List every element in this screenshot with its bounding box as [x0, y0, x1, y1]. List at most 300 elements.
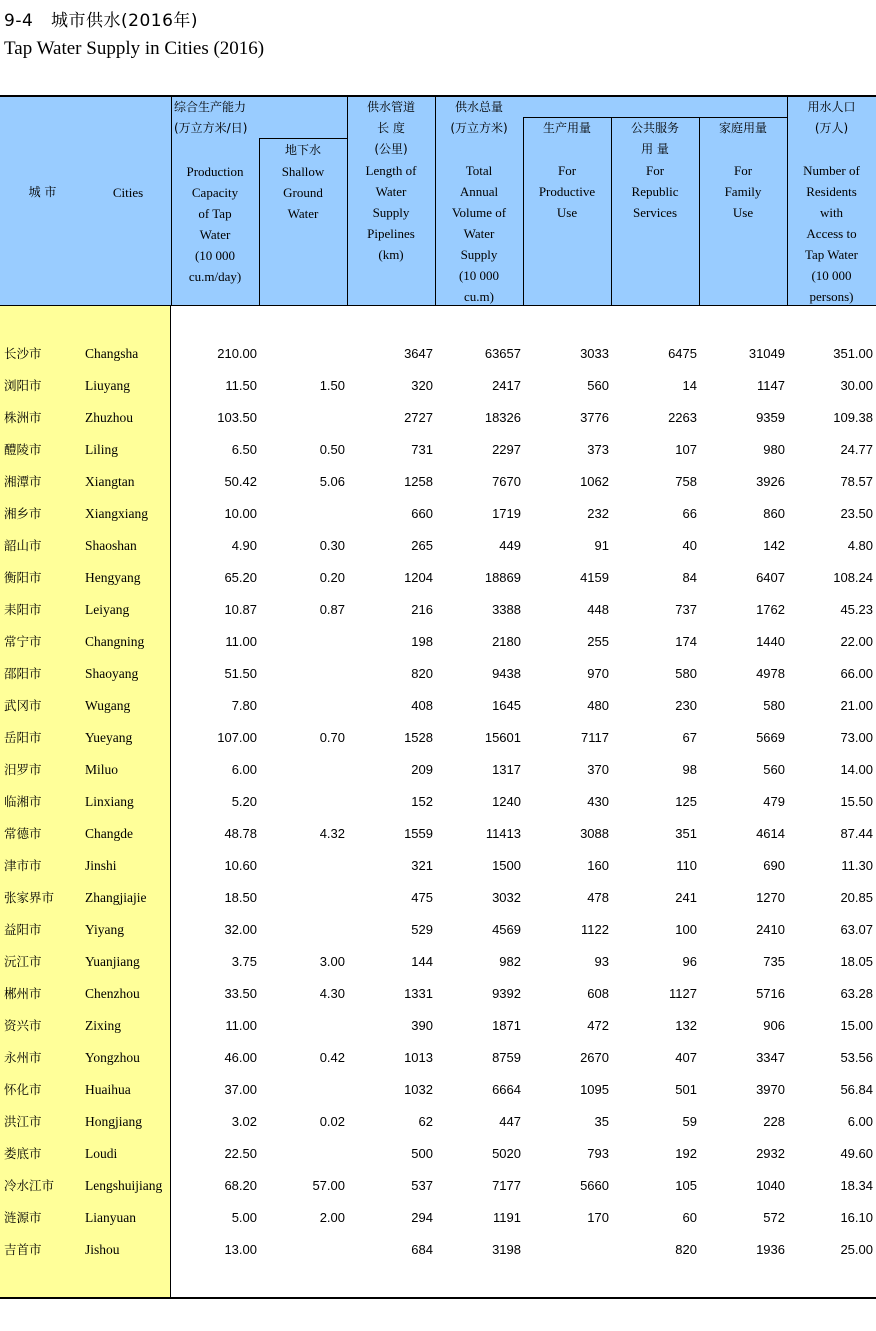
family-use-cell: 735: [763, 954, 785, 969]
capacity-cell: 10.00: [224, 506, 257, 521]
total-supply-cell: 447: [499, 1114, 521, 1129]
family-use-cell: 228: [763, 1114, 785, 1129]
family-use-cell: 1040: [756, 1178, 785, 1193]
public-use-cell: 59: [682, 1114, 697, 1129]
residents-cell: 22.00: [840, 634, 873, 649]
family-use-cell: 1270: [756, 890, 785, 905]
family-use-cell: 4614: [756, 826, 785, 841]
residents-cell: 56.84: [840, 1082, 873, 1097]
total-supply-cell: 2297: [492, 442, 521, 457]
total-supply-cell: 7177: [492, 1178, 521, 1193]
capacity-cell: 22.50: [224, 1146, 257, 1161]
table-row: [0, 1240, 876, 1260]
table-row: [0, 952, 876, 972]
city-name-en: Liuyang: [85, 378, 130, 393]
pipeline-length-cell: 529: [411, 922, 433, 937]
public-use-cell: 580: [675, 666, 697, 681]
public-use-cell: 6475: [668, 346, 697, 361]
city-name-cn: 冷水江市: [4, 1178, 55, 1193]
table-row: [0, 760, 876, 780]
total-supply-cell: 3198: [492, 1242, 521, 1257]
city-name-en: Miluo: [85, 762, 119, 777]
table-row: [0, 1112, 876, 1132]
city-name-cn: 衡阳市: [4, 570, 42, 585]
total-supply-cell: 7670: [492, 474, 521, 489]
residents-cell: 49.60: [840, 1146, 873, 1161]
total-supply-cell: 4569: [492, 922, 521, 937]
public-use-cell: 67: [682, 730, 697, 745]
table-row: [0, 568, 876, 588]
table-bottom-rule: [0, 1297, 876, 1299]
public-use-cell: 132: [675, 1018, 697, 1033]
public-use-cell: 96: [682, 954, 697, 969]
public-use-cell: 174: [675, 634, 697, 649]
total-supply-cell: 3388: [492, 602, 521, 617]
pipeline-length-cell: 2727: [404, 410, 433, 425]
productive-use-cell: 430: [587, 794, 609, 809]
city-name-en: Zhangjiajie: [85, 890, 147, 905]
total-supply-cell: 1317: [492, 762, 521, 777]
city-name-en: Wugang: [85, 698, 131, 713]
table-row: [0, 376, 876, 396]
productive-use-cell: 4159: [580, 570, 609, 585]
city-name-cn: 醴陵市: [4, 442, 42, 457]
total-supply-cell: 1191: [493, 1210, 521, 1225]
total-supply-cell: 5020: [492, 1146, 521, 1161]
residents-cell: 87.44: [840, 826, 873, 841]
total-supply-cell: 9392: [492, 986, 521, 1001]
pipeline-length-cell: 820: [411, 666, 433, 681]
productive-use-cell: 91: [594, 538, 609, 553]
family-use-cell: 980: [763, 442, 785, 457]
public-use-cell: 192: [675, 1146, 697, 1161]
pipeline-length-cell: 294: [411, 1210, 433, 1225]
pipeline-length-cell: 1032: [404, 1082, 433, 1097]
family-use-cell: 2932: [756, 1146, 785, 1161]
total-supply-cell: 6664: [492, 1082, 521, 1097]
family-use-cell: 3926: [756, 474, 785, 489]
public-use-cell: 14: [682, 378, 697, 393]
city-name-en: Leiyang: [85, 602, 130, 617]
capacity-cell: 103.50: [217, 410, 257, 425]
pipeline-length-cell: 1528: [404, 730, 433, 745]
groundwater-cell: 4.30: [319, 986, 345, 1001]
city-name-cn: 洪江市: [4, 1114, 42, 1129]
header-city-cn: 城 市: [28, 185, 57, 199]
groundwater-cell: 1.50: [319, 378, 345, 393]
productive-use-cell: 232: [587, 506, 609, 521]
city-name-en: Changde: [85, 826, 133, 841]
pipeline-length-cell: 660: [411, 506, 433, 521]
city-name-cn: 永州市: [4, 1050, 42, 1065]
residents-cell: 21.00: [840, 698, 873, 713]
table-number: 9-4: [4, 11, 34, 31]
residents-cell: 108.24: [833, 570, 873, 585]
total-supply-cell: 15601: [484, 730, 521, 745]
capacity-cell: 33.50: [224, 986, 257, 1001]
city-name-cn: 娄底市: [4, 1146, 42, 1161]
city-name-cn: 长沙市: [4, 346, 42, 361]
city-name-en: Hengyang: [85, 570, 141, 585]
table-row: [0, 920, 876, 940]
family-use-cell: 906: [763, 1018, 785, 1033]
table-row: [0, 632, 876, 652]
productive-use-cell: 2670: [580, 1050, 609, 1065]
capacity-cell: 6.50: [231, 442, 257, 457]
productive-use-cell: 5660: [580, 1178, 609, 1193]
city-name-en: Yueyang: [85, 730, 133, 745]
capacity-cell: 7.80: [231, 698, 257, 713]
total-supply-cell: 2417: [492, 378, 521, 393]
city-name-cn: 常宁市: [4, 634, 42, 649]
productive-use-cell: 93: [594, 954, 609, 969]
capacity-cell: 210.00: [217, 346, 257, 361]
city-name-cn: 临湘市: [4, 794, 42, 809]
city-name-cn: 邵阳市: [4, 666, 42, 681]
city-name-cn: 岳阳市: [4, 730, 42, 745]
groundwater-cell: 0.30: [319, 538, 345, 553]
capacity-cell: 50.42: [224, 474, 257, 489]
public-use-cell: 230: [675, 698, 697, 713]
productive-use-cell: 472: [587, 1018, 609, 1033]
public-use-cell: 125: [675, 794, 697, 809]
table-row: [0, 664, 876, 684]
city-name-cn: 怀化市: [4, 1082, 42, 1097]
residents-cell: 18.34: [840, 1178, 873, 1193]
residents-cell: 63.07: [840, 922, 873, 937]
public-use-cell: 1127: [669, 986, 697, 1001]
public-use-cell: 241: [675, 890, 697, 905]
city-name-cn: 韶山市: [4, 538, 42, 553]
public-use-cell: 60: [682, 1210, 697, 1225]
capacity-cell: 11.00: [225, 634, 257, 649]
pipeline-length-cell: 731: [411, 442, 433, 457]
capacity-cell: 11.00: [225, 1018, 257, 1033]
pipeline-length-cell: 216: [411, 602, 433, 617]
total-supply-cell: 18326: [484, 410, 521, 425]
residents-cell: 109.38: [833, 410, 873, 425]
productive-use-cell: 1062: [580, 474, 609, 489]
table-number-title-cn: [4, 6, 198, 31]
public-use-cell: 84: [682, 570, 697, 585]
residents-cell: 78.57: [840, 474, 873, 489]
capacity-cell: 18.50: [224, 890, 257, 905]
family-use-cell: 3970: [756, 1082, 785, 1097]
city-name-en: Loudi: [85, 1146, 118, 1161]
public-use-cell: 758: [675, 474, 697, 489]
header-productive: 生产用量 For Productive Use: [538, 121, 596, 220]
family-use-cell: 572: [763, 1210, 785, 1225]
city-name-en: Linxiang: [85, 794, 134, 809]
residents-cell: 20.85: [840, 890, 873, 905]
public-use-cell: 100: [675, 922, 697, 937]
groundwater-cell: 2.00: [319, 1210, 345, 1225]
total-supply-cell: 982: [499, 954, 521, 969]
residents-cell: 25.00: [840, 1242, 873, 1257]
groundwater-cell: 0.02: [319, 1114, 345, 1129]
family-use-cell: 4978: [756, 666, 785, 681]
productive-use-cell: 3033: [580, 346, 609, 361]
capacity-cell: 10.60: [224, 858, 257, 873]
city-name-cn: 汨罗市: [4, 762, 42, 777]
capacity-cell: 48.78: [224, 826, 257, 841]
city-name-cn: 湘潭市: [4, 474, 42, 489]
city-name-en: Jinshi: [85, 858, 117, 873]
pipeline-length-cell: 408: [411, 698, 433, 713]
productive-use-cell: 370: [587, 762, 609, 777]
city-name-en: Shaoyang: [85, 666, 139, 681]
pipeline-length-cell: 320: [411, 378, 433, 393]
pipeline-length-cell: 475: [411, 890, 433, 905]
capacity-cell: 6.00: [231, 762, 257, 777]
pipeline-length-cell: 321: [411, 858, 433, 873]
total-supply-cell: 1871: [492, 1018, 521, 1033]
productive-use-cell: 448: [587, 602, 609, 617]
city-name-cn: 常德市: [4, 826, 42, 841]
family-use-cell: 1936: [756, 1242, 785, 1257]
table-row: [0, 1208, 876, 1228]
productive-use-cell: 170: [587, 1210, 609, 1225]
pipeline-length-cell: 198: [411, 634, 433, 649]
productive-use-cell: 255: [587, 634, 609, 649]
pipeline-length-cell: 1559: [404, 826, 433, 841]
capacity-cell: 46.00: [224, 1050, 257, 1065]
family-use-cell: 3347: [756, 1050, 785, 1065]
city-name-en: Yuanjiang: [85, 954, 140, 969]
public-use-cell: 737: [675, 602, 697, 617]
productive-use-cell: 608: [587, 986, 609, 1001]
family-use-cell: 9359: [756, 410, 785, 425]
family-use-cell: 479: [763, 794, 785, 809]
family-use-cell: 580: [763, 698, 785, 713]
residents-cell: 6.00: [847, 1114, 873, 1129]
pipeline-length-cell: 1258: [404, 474, 433, 489]
residents-cell: 15.00: [840, 1018, 873, 1033]
city-name-cn: 武冈市: [4, 698, 42, 713]
productive-use-cell: 480: [587, 698, 609, 713]
residents-cell: 66.00: [840, 666, 873, 681]
table-row: [0, 504, 876, 524]
productive-use-cell: 1095: [580, 1082, 609, 1097]
family-use-cell: 6407: [756, 570, 785, 585]
productive-use-cell: 3088: [580, 826, 609, 841]
total-supply-cell: 449: [499, 538, 521, 553]
residents-cell: 73.00: [840, 730, 873, 745]
capacity-cell: 32.00: [224, 922, 257, 937]
city-name-cn: 湘乡市: [4, 506, 42, 521]
residents-cell: 24.77: [840, 442, 873, 457]
table-row: [0, 1176, 876, 1196]
groundwater-cell: 0.20: [319, 570, 345, 585]
header-pipelines: 供水管道 长 度 (公里) Length of Water Supply Pipelines (km): [365, 100, 417, 262]
city-name-en: Chenzhou: [85, 986, 140, 1001]
family-use-cell: 2410: [756, 922, 785, 937]
productive-use-cell: 373: [587, 442, 609, 457]
city-name-cn: 津市市: [4, 858, 42, 873]
city-name-cn: 沅江市: [4, 954, 42, 969]
city-name-en: Liling: [85, 442, 118, 457]
residents-cell: 53.56: [840, 1050, 873, 1065]
pipeline-length-cell: 152: [411, 794, 433, 809]
total-supply-cell: 9438: [492, 666, 521, 681]
city-name-en: Yongzhou: [85, 1050, 140, 1065]
header-capacity-cn: 综合生产能力 (万立方米/日): [174, 100, 248, 135]
city-name-en: Xiangtan: [85, 474, 135, 489]
total-supply-cell: 11413: [485, 826, 521, 841]
total-supply-cell: 1645: [492, 698, 521, 713]
table-title-en: Tap Water Supply in Cities (2016): [4, 38, 265, 59]
public-use-cell: 107: [675, 442, 697, 457]
family-use-cell: 860: [763, 506, 785, 521]
residents-cell: 45.23: [840, 602, 873, 617]
capacity-cell: 37.00: [224, 1082, 257, 1097]
public-use-cell: 66: [682, 506, 697, 521]
public-use-cell: 98: [682, 762, 697, 777]
city-name-en: Zixing: [85, 1018, 121, 1033]
table-row: [0, 344, 876, 364]
city-name-en: Huaihua: [85, 1082, 131, 1097]
pipeline-length-cell: 265: [411, 538, 433, 553]
total-supply-cell: 3032: [492, 890, 521, 905]
capacity-cell: 13.00: [224, 1242, 257, 1257]
table-row: [0, 1016, 876, 1036]
productive-use-cell: 478: [587, 890, 609, 905]
family-use-cell: 5669: [756, 730, 785, 745]
pipeline-length-cell: 684: [411, 1242, 433, 1257]
capacity-cell: 4.90: [231, 538, 257, 553]
header-total: 供水总量 (万立方米) Total Annual Volume of Water Supply (10 000 cu.m): [450, 100, 508, 304]
family-use-cell: 5716: [756, 986, 785, 1001]
residents-cell: 4.80: [847, 538, 873, 553]
city-name-cn: 耒阳市: [4, 602, 42, 617]
pipeline-length-cell: 1013: [404, 1050, 433, 1065]
city-name-cn: 吉首市: [4, 1242, 42, 1257]
residents-cell: 15.50: [840, 794, 873, 809]
table-row: [0, 856, 876, 876]
groundwater-cell: 0.70: [319, 730, 345, 745]
public-use-cell: 2263: [668, 410, 697, 425]
table-row: [0, 984, 876, 1004]
pipeline-length-cell: 3647: [404, 346, 433, 361]
city-name-en: Zhuzhou: [85, 410, 133, 425]
pipeline-length-cell: 144: [411, 954, 433, 969]
pipeline-length-cell: 209: [411, 762, 433, 777]
table-row: [0, 536, 876, 556]
groundwater-cell: 0.87: [319, 602, 345, 617]
city-name-cn: 张家界市: [4, 890, 55, 905]
groundwater-cell: 0.42: [319, 1050, 345, 1065]
public-use-cell: 501: [675, 1082, 697, 1097]
capacity-cell: 65.20: [224, 570, 257, 585]
productive-use-cell: 970: [587, 666, 609, 681]
family-use-cell: 1147: [757, 378, 785, 393]
city-name-cn: 涟源市: [4, 1210, 42, 1225]
productive-use-cell: 560: [587, 378, 609, 393]
table-row: [0, 696, 876, 716]
capacity-cell: 5.00: [231, 1210, 257, 1225]
city-name-cn: 益阳市: [4, 922, 42, 937]
table-row: [0, 728, 876, 748]
public-use-cell: 820: [675, 1242, 697, 1257]
city-name-cn: 浏阳市: [4, 378, 42, 393]
public-use-cell: 407: [675, 1050, 697, 1065]
city-name-en: Lianyuan: [85, 1210, 136, 1225]
capacity-cell: 3.02: [231, 1114, 257, 1129]
capacity-cell: 10.87: [224, 602, 257, 617]
public-use-cell: 105: [675, 1178, 697, 1193]
city-name-cn: 株洲市: [4, 410, 42, 425]
public-use-cell: 40: [682, 538, 697, 553]
table-row: [0, 1048, 876, 1068]
table-row: [0, 1080, 876, 1100]
public-use-cell: 351: [675, 826, 697, 841]
total-supply-cell: 63657: [484, 346, 521, 361]
residents-cell: 23.50: [840, 506, 873, 521]
table-row: [0, 472, 876, 492]
capacity-cell: 51.50: [224, 666, 257, 681]
family-use-cell: 142: [763, 538, 785, 553]
residents-cell: 16.10: [840, 1210, 873, 1225]
productive-use-cell: 1122: [581, 922, 609, 937]
pipeline-length-cell: 500: [411, 1146, 433, 1161]
capacity-cell: 107.00: [217, 730, 257, 745]
residents-cell: 14.00: [840, 762, 873, 777]
productive-use-cell: 793: [587, 1146, 609, 1161]
pipeline-length-cell: 390: [411, 1018, 433, 1033]
city-name-en: Changning: [85, 634, 145, 649]
city-name-en: Jishou: [85, 1242, 120, 1257]
family-use-cell: 560: [763, 762, 785, 777]
city-name-en: Lengshuijiang: [85, 1178, 163, 1193]
city-name-en: Xiangxiang: [85, 506, 148, 521]
family-use-cell: 690: [763, 858, 785, 873]
city-name-en: Yiyang: [85, 922, 124, 937]
header-family: 家庭用量 For Family Use: [718, 121, 767, 220]
capacity-cell: 68.20: [224, 1178, 257, 1193]
table-row: [0, 1144, 876, 1164]
residents-cell: 18.05: [840, 954, 873, 969]
total-supply-cell: 8759: [492, 1050, 521, 1065]
table-row: [0, 600, 876, 620]
family-use-cell: 1762: [756, 602, 785, 617]
groundwater-cell: 4.32: [319, 826, 345, 841]
residents-cell: 30.00: [840, 378, 873, 393]
productive-use-cell: 3776: [580, 410, 609, 425]
city-name-en: Changsha: [85, 346, 139, 361]
total-supply-cell: 1719: [492, 506, 521, 521]
city-name-en: Shaoshan: [85, 538, 137, 553]
table-row: [0, 408, 876, 428]
pipeline-length-cell: 537: [411, 1178, 433, 1193]
family-use-cell: 31049: [748, 346, 785, 361]
residents-cell: 351.00: [833, 346, 873, 361]
public-use-cell: 110: [676, 858, 697, 873]
header-residents: 用水人口 (万人) Number of Residents with Access to Tap Water (10 000 persons): [803, 100, 860, 304]
city-name-en: Hongjiang: [85, 1114, 142, 1129]
table-row: [0, 888, 876, 908]
total-supply-cell: 1500: [492, 858, 521, 873]
groundwater-cell: 3.00: [319, 954, 345, 969]
capacity-cell: 5.20: [231, 794, 257, 809]
header-groundwater: 地下水 Shallow Ground Water: [281, 143, 325, 221]
capacity-cell: 11.50: [225, 378, 257, 393]
productive-use-cell: 160: [587, 858, 609, 873]
header-capacity-en: Production Capacity of Tap Water (10 000 cu.m/day): [186, 164, 244, 284]
residents-cell: 63.28: [840, 986, 873, 1001]
table-row: [0, 440, 876, 460]
city-name-cn: 郴州市: [4, 986, 42, 1001]
table-row: [0, 824, 876, 844]
